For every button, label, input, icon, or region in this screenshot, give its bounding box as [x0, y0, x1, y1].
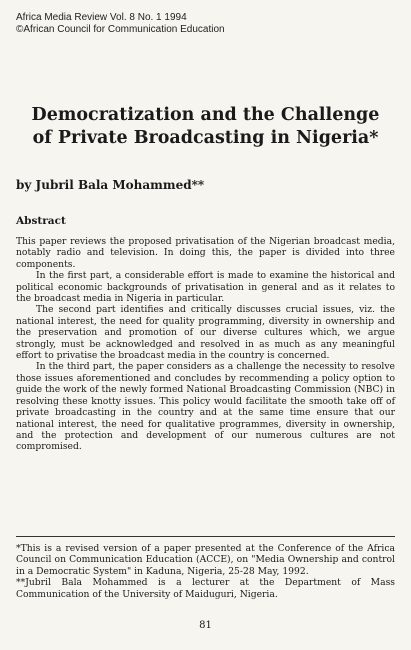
footnote-divider [16, 536, 395, 537]
abstract-heading: Abstract [16, 215, 66, 227]
journal-header [16, 12, 225, 36]
page-number: 81 [199, 620, 212, 631]
abstract-paragraph: This paper reviews the proposed privatisation of the Nigerian broadcast media, notably radio and television. In doing this, the paper is divided into three components. [16, 236, 395, 270]
copyright-line: ©African Council for Communication Education [16, 24, 225, 35]
author-byline: by Jubril Bala Mohammed** [16, 178, 205, 192]
footnote-author-affiliation: **Jubril Bala Mohammed is a lecturer at the Department of Mass Communication of the University of Maiduguri, Nigeria. [16, 577, 395, 600]
article-title [16, 104, 395, 150]
footnote-revised-version: *This is a revised version of a paper presented at the Conference of the Africa Council on Communication Education (ACCE), on "Media Ownership and control in a Democratic System" in Kaduna, Nigeria, 25-28 May, 1992. [16, 543, 395, 577]
footnotes [16, 543, 395, 600]
abstract-paragraph: In the first part, a considerable effort is made to examine the historical and political economic backgrounds of privatisation in general and as it relates to the broadcast media in Nigeria in particular. [16, 270, 395, 305]
title-line-1: Democratization and the Challenge [31, 105, 380, 125]
journal-citation: Africa Media Review Vol. 8 No. 1 1994 [16, 12, 187, 23]
abstract-paragraph: The second part identifies and critically discusses crucial issues, viz. the national interest, the need for quality programming, diversity in ownership and the preservation and promotion of our diverse cultures which, we argue strongly, must be acknowledged and resolved in as much as any meaningful effort to privatise the broadcast media in the country is concerned. [16, 304, 395, 362]
abstract-body [16, 236, 395, 453]
abstract-paragraph: In the third part, the paper considers as a challenge the necessity to resolve those issues aforementioned and concludes by recommending a policy option to guide the work of the newly formed National Broadcasting Commission (NBC) in resolving these knotty issues. This policy would facilitate the smooth take off of private broadcasting in the country and at the same time ensure that our national interest, the need for qualitative programmes, diversity in ownership, and the protection and development of our numerous cultures are not compromised. [16, 361, 395, 453]
title-line-2: of Private Broadcasting in Nigeria* [32, 128, 379, 148]
